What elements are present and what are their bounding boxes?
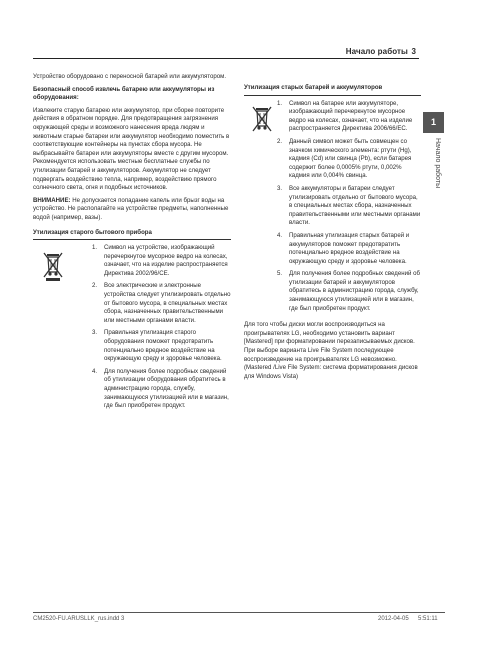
list-item: 5. Для получения более подробных сведений об утилизации батарей и аккумуляторов обратитесь в администрацию города, службу, занимающуюся утилизацией или в магазин, где был приобретен продукт.	[277, 270, 420, 312]
chapter-label: Начало работы	[434, 138, 441, 189]
list-item: 3. Правильная утилизация старого оборудования поможет предотвратить потенциально вредное воздействие на окружающую среду и здоровье человека.	[92, 329, 222, 363]
disc-format-note: Для того чтобы диски могли воспроизводиться на проигрывателях LG, необходимо установить вариант [Mastered] при форматировании перезаписываемых дисков. При выборе варианта Live File System последующее воспроизведение на проигрывателях LG невозможно. (Mastered /Live File System: система форматирования дисков для Windows Vista)	[244, 321, 418, 380]
battery-disposal-list	[277, 100, 421, 314]
warning-paragraph	[33, 197, 231, 223]
list-item: 2. Данный символ может быть совмещен со значком химического элемента: ртути (Hg), кадмия (Cd) или свинца (Pb), если батарея содержит более 0,0005% ртути, 0,002% кадмия или 0,004% свинца.	[277, 137, 412, 180]
left-column	[33, 73, 231, 415]
list-item: 4. Для получения более подробных сведений об утилизации оборудования обратитесь в администрацию города, службу, занимающуюся утилизацией или в магазин, где был приобретен продукт.	[92, 367, 229, 410]
right-column	[244, 84, 421, 385]
safe-removal-heading: Безопасный способ извлечь батарею или аккумуляторы из оборудования:	[33, 85, 215, 102]
battery-disposal-heading: Утилизация старых батарей и аккумуляторов	[244, 84, 383, 91]
appliance-disposal-heading: Утилизация старого бытового прибора	[33, 228, 152, 236]
crossed-bin-icon	[251, 104, 273, 136]
warning-text: Не допускается попадание капель или брызг воды на устройство. Не располагайте на устройстве предметы, наполненные водой (например, вазы).	[33, 196, 229, 221]
battery-disposal-block	[244, 100, 421, 314]
appliance-disposal-block	[33, 244, 231, 411]
list-item: 2. Все электрические и электронные устройства следует утилизировать отдельно от бытового мусора, в специальных местах сбора, назначенных правительственными или местными органами власти.	[92, 282, 231, 324]
header-rule	[33, 58, 419, 59]
safe-removal-text: Извлеките старую батарею или аккумулятор, при сборке повторите действия в обратном порядке. Для предотвращения загрязнения окружающей среды и возможного нанесения вреда людям и животным старые батареи или аккумулятор необходимо поместить в соответствующие контейнеры на пунктах сбора мусора. Не выбрасывайте батареи или аккумуляторы вместе с другим мусором. Рекомендуется использовать местные бесплатные службы по утилизации батарей и аккумуляторов. Аккумулятор не следует подвергать воздействию тепла, например, воздействию прямого солнечного света, огня и подобных источников.	[33, 106, 230, 192]
crossed-bin-icon	[42, 250, 64, 282]
appliance-disposal-list	[92, 244, 231, 411]
chapter-side-tab	[423, 112, 444, 224]
footer-filename: CM2520-FU.ARUSLLK_rus.indd 3	[33, 616, 125, 622]
section-rule	[244, 95, 421, 96]
footer-rule	[33, 612, 445, 613]
list-item: 4. Правильная утилизация старых батарей и аккумуляторов поможет предотвратить потенциально вредное воздействие на окружающую среду и здоровье человека.	[277, 231, 410, 265]
running-header-title: Начало работы	[345, 47, 408, 56]
chapter-number: 1	[423, 112, 444, 133]
footer-time: 5:51:11	[418, 616, 438, 622]
list-item: 1. Символ на батарее или аккумуляторе, изображающий перечеркнутое мусорное ведро на колесах, означает, что на изделие распространяется Директива 2006/66/EC.	[277, 99, 413, 133]
section-rule	[33, 239, 231, 240]
page-number: 3	[411, 47, 416, 56]
battery-intro: Устройство оборудовано с переносной батарей или аккумулятором.	[33, 73, 227, 80]
warning-label: ВНИМАНИЕ:	[33, 196, 71, 204]
list-item: 1. Символ на устройстве, изображающий перечеркнутое мусорное ведро на колесах, означает, что на изделие распространяется Директива 2002/96/CE.	[92, 244, 228, 277]
list-item: 3. Все аккумуляторы и батареи следует утилизировать отдельно от бытового мусора, в специальных местах сбора, назначенных правительственными или местными органами власти.	[277, 184, 421, 227]
footer-date: 2012-04-05	[378, 616, 409, 622]
